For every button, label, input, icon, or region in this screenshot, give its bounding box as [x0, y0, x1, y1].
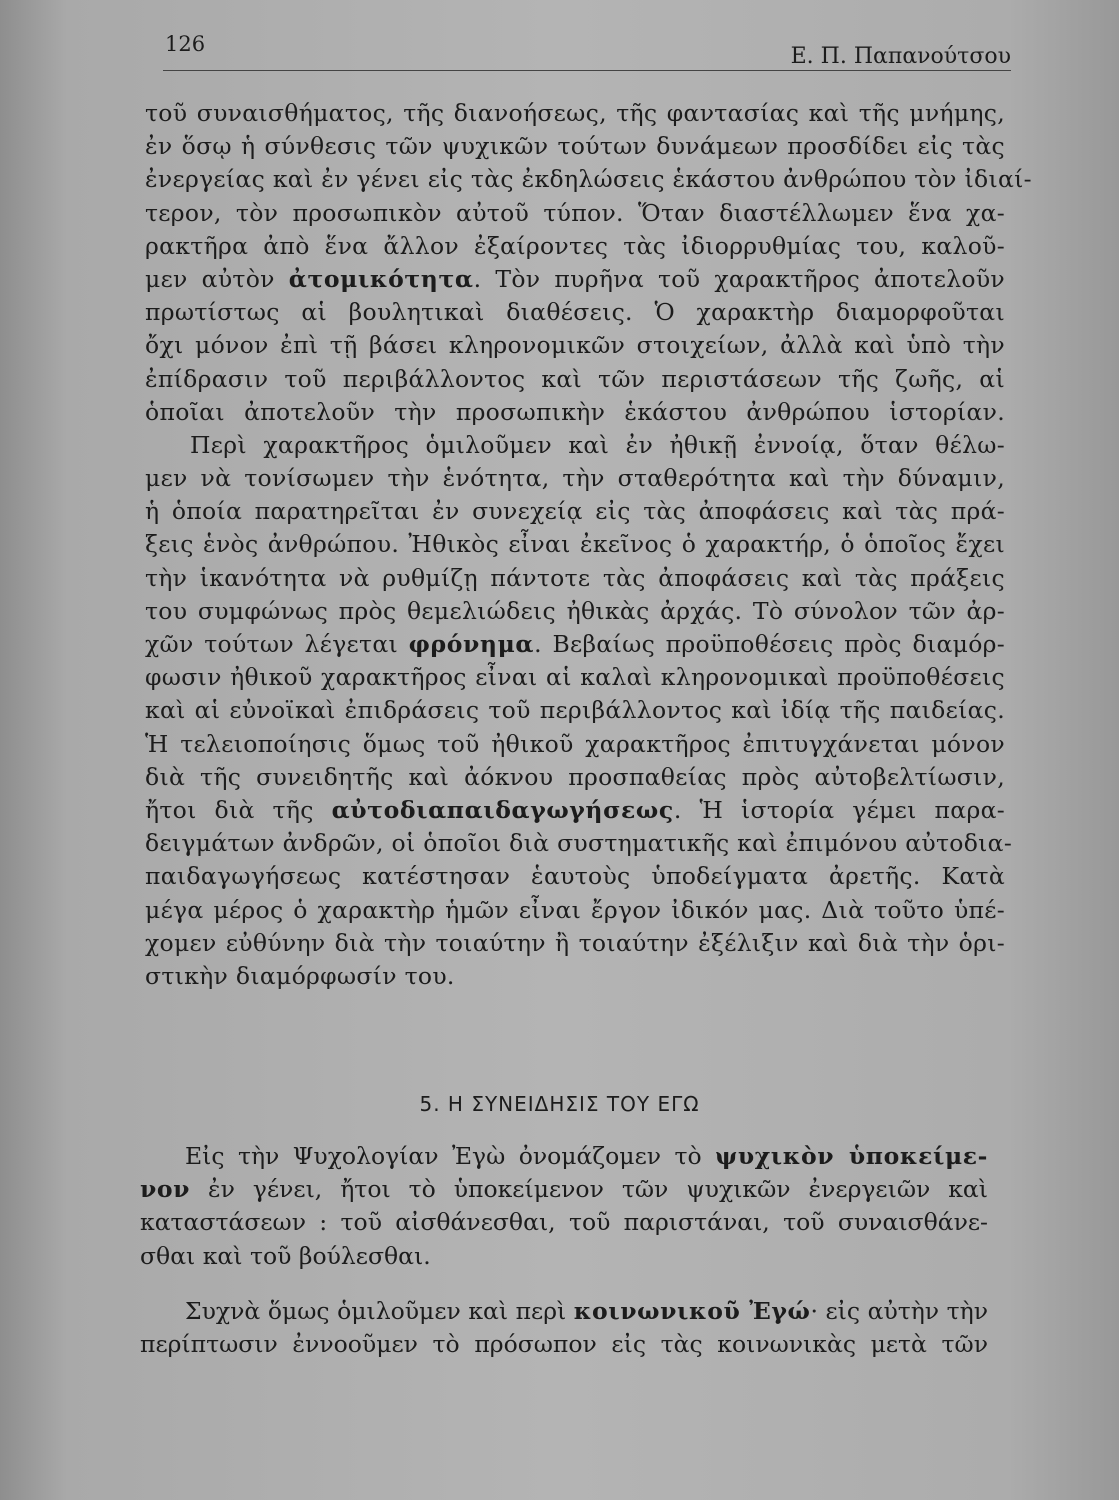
- text-line: περίπτωσιν ἐννοοῦμεν τὸ πρόσωπον εἰς τὰς κοινωνικὰς μετὰ τῶν: [140, 1329, 988, 1358]
- text-run: Εἰς τὴν Ψυχολογίαν Ἐγὼ ὀνομάζομεν τὸ: [185, 1142, 716, 1170]
- bold-term: κοινωνικοῦ Ἐγώ: [573, 1296, 811, 1325]
- text-line: ξεις ἑνὸς ἀνθρώπου. Ἠθικὸς εἶναι ἐκεῖνος ὁ χαρακτήρ, ὁ ὁποῖος ἔχει: [145, 530, 1005, 559]
- text-line: ρακτῆρα ἀπὸ ἕνα ἄλλον ἐξαίροντες τὰς ἰδιορρυθμίας του, καλοῦ-: [145, 231, 1005, 260]
- text-line: [140, 1140, 988, 1173]
- text-line: ὁποῖαι ἀποτελοῦν τὴν προσωπικὴν ἑκάστου ἀνθρώπου ἱστορίαν.: [145, 397, 1005, 426]
- text-line: σθαι καὶ τοῦ βούλεσθαι.: [140, 1241, 431, 1270]
- text-line: δειγμάτων ἀνδρῶν, οἱ ὁποῖοι διὰ συστηματικῆς καὶ ἐπιμόνου αὐτοδια-: [145, 829, 1013, 858]
- paragraph-gap: [140, 1273, 988, 1295]
- text-line: [145, 794, 1005, 827]
- text-line: μέγα μέρος ὁ χαρακτὴρ ἡμῶν εἶναι ἔργον ἰδικόν μας. Διὰ τοῦτο ὑπέ-: [145, 895, 1005, 924]
- bold-term: ἀτομικότητα: [288, 264, 474, 293]
- text-line: ἐν ὅσῳ ἡ σύνθεσις τῶν ψυχικῶν τούτων δυνάμεων προσδίδει εἰς τὰς: [145, 132, 1005, 161]
- text-line: τερον, τὸν προσωπικὸν αὐτοῦ τύπον. Ὅταν διαστέλλωμεν ἕνα χα-: [145, 198, 1005, 227]
- bold-term: φρόνημα: [408, 630, 535, 658]
- text-line: τὴν ἱκανότητα νὰ ρυθμίζῃ πάντοτε τὰς ἀποφάσεις καὶ τὰς πράξεις: [145, 563, 1005, 592]
- text-line: ὄχι μόνον ἐπὶ τῇ βάσει κληρονομικῶν στοιχείων, ἀλλὰ καὶ ὑπὸ τὴν: [145, 331, 1005, 360]
- text-line: ἐπίδρασιν τοῦ περιβάλλοντος καὶ τῶν περιστάσεων τῆς ζωῆς, αἱ: [145, 364, 1005, 393]
- bold-term: νον: [140, 1175, 191, 1204]
- text-run: χῶν τούτων λέγεται: [145, 630, 409, 658]
- text-run: ἤτοι διὰ τῆς: [145, 795, 332, 824]
- text-run: μεν αὐτὸν: [145, 264, 289, 293]
- text-line: του συμφώνως πρὸς θεμελιώδεις ἠθικὰς ἀρχάς. Τὸ σύνολον τῶν ἀρ-: [145, 596, 1005, 625]
- text-line: Περὶ χαρακτῆρος ὁμιλοῦμεν καὶ ἐν ἠθικῇ ἐννοίᾳ, ὅταν θέλω-: [190, 430, 1005, 459]
- text-line: ἡ ὁποία παρατηρεῖται ἐν συνεχείᾳ εἰς τὰς ἀποφάσεις καὶ τὰς πρά-: [145, 497, 1005, 526]
- text-line: στικὴν διαμόρφωσίν του.: [145, 961, 455, 990]
- text-line: παιδαγωγήσεως κατέστησαν ἑαυτοὺς ὑποδείγματα ἀρετῆς. Κατὰ: [145, 862, 1005, 891]
- text-line: καὶ αἱ εὐνοϊκαὶ ἐπιδράσεις τοῦ περιβάλλοντος καὶ ἰδίᾳ τῆς παιδείας.: [145, 696, 1005, 725]
- section-title: 5. Η ΣΥΝΕΙΔΗΣΙΣ ΤΟΥ ΕΓΩ: [419, 1092, 700, 1116]
- text-run: Συχνὰ ὅμως ὁμιλοῦμεν καὶ περὶ: [185, 1296, 574, 1325]
- text-line: [145, 628, 1005, 661]
- running-head: Ε. Π. Παπανούτσου: [790, 44, 1011, 69]
- text-line: [140, 1295, 988, 1328]
- text-line: μεν νὰ τονίσωμεν τὴν ἑνότητα, τὴν σταθερότητα καὶ τὴν δύναμιν,: [145, 464, 1005, 493]
- text-line: χομεν εὐθύνην διὰ τὴν τοιαύτην ἢ τοιαύτην ἐξέλιξιν καὶ διὰ τὴν ὁρι-: [145, 928, 1005, 957]
- body-text: [145, 97, 1032, 993]
- text-line: καταστάσεων : τοῦ αἰσθάνεσθαι, τοῦ παριστάναι, τοῦ συναισθάνε-: [140, 1208, 988, 1237]
- text-run: · εἰς αὐτὴν τὴν: [810, 1296, 988, 1325]
- text-line: Ἡ τελειοποίησις ὅμως τοῦ ἠθικοῦ χαρακτῆρος ἐπιτυγχάνεται μόνον: [145, 729, 1005, 758]
- text-line: τοῦ συναισθήματος, τῆς διανοήσεως, τῆς φαντασίας καὶ τῆς μνήμης,: [145, 99, 1005, 127]
- page-number: 126: [165, 32, 206, 56]
- section-body: [140, 1140, 988, 1361]
- text-run: . Τὸν πυρῆνα τοῦ χαρακτῆρος ἀποτελοῦν: [473, 264, 1006, 293]
- bold-term: αὐτοδιαπαιδαγωγήσεως: [331, 795, 674, 824]
- text-line: [145, 263, 1005, 296]
- text-line: [140, 1173, 988, 1206]
- text-run: . Ἡ ἱστορία γέμει παρα-: [673, 795, 1005, 824]
- text-run: . Βεβαίως προϋποθέσεις πρὸς διαμόρ-: [534, 630, 1005, 658]
- text-line: ἐνεργείας καὶ ἐν γένει εἰς τὰς ἐκδηλώσεις ἑκάστου ἀνθρώπου τὸν ἰδιαί-: [145, 165, 1032, 194]
- text-run: ἐν γένει, ἤτοι τὸ ὑποκείμενον τῶν ψυχικῶν ἐνεργειῶν καὶ: [190, 1175, 988, 1204]
- bold-term: ψυχικὸν ὑποκείμε-: [715, 1142, 988, 1170]
- text-line: φωσιν ἠθικοῦ χαρακτῆρος εἶναι αἱ καλαὶ κληρονομικαὶ προϋποθέσεις: [145, 663, 1005, 692]
- text-line: πρωτίστως αἱ βουλητικαὶ διαθέσεις. Ὁ χαρακτὴρ διαμορφοῦται: [145, 298, 1005, 327]
- text-line: διὰ τῆς συνειδητῆς καὶ ἀόκνου προσπαθείας πρὸς αὐτοβελτίωσιν,: [145, 762, 1005, 791]
- page-header: [163, 30, 1011, 71]
